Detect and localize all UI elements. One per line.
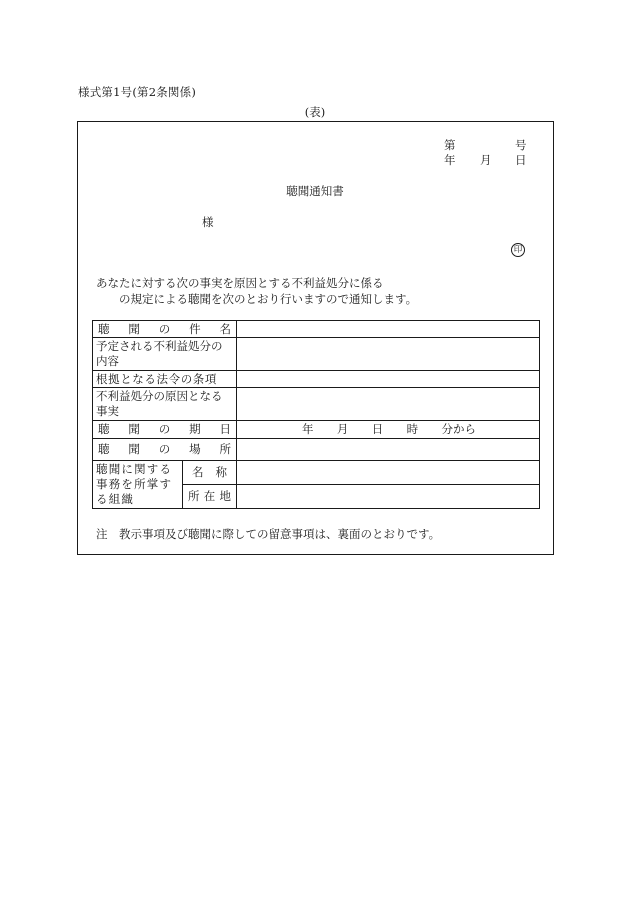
label-char: 期 — [189, 422, 201, 436]
legal-basis-label: 根拠となる法令の条項 — [93, 371, 237, 388]
label-char: 名 — [219, 321, 231, 336]
hearing-place-value — [237, 439, 540, 461]
table-row — [93, 421, 540, 439]
date-unit-day: 日 — [371, 422, 384, 436]
disposition-value — [237, 338, 540, 371]
date-unit-month: 月 — [336, 422, 349, 436]
table-row — [93, 338, 540, 371]
label-char: 件 — [189, 321, 201, 336]
label-char: の — [158, 321, 171, 336]
date-month: 月 — [480, 153, 492, 167]
subject-value — [237, 321, 540, 338]
label-char: 聴 — [98, 321, 110, 336]
label-char: 聞 — [128, 442, 140, 456]
hearing-date-value — [237, 421, 540, 439]
label-char: 所 — [219, 442, 231, 456]
label-char: 日 — [219, 422, 231, 436]
date-year: 年 — [444, 153, 456, 167]
label-char: 名 — [192, 465, 204, 479]
date-unit-minute: 分から — [441, 422, 476, 436]
footnote: 注 教示事項及び聴聞に際しての留意事項は、裏面のとおりです。 — [96, 527, 441, 541]
label-char: 在 — [203, 489, 216, 503]
label-char: 聴 — [98, 422, 110, 436]
date-unit-hour: 時 — [406, 422, 419, 436]
org-address-label — [183, 485, 237, 509]
form-number: 様式第1号(第2条関係) — [78, 85, 197, 99]
table-row — [93, 371, 540, 388]
table-row — [93, 388, 540, 421]
hearing-place-label — [93, 439, 237, 461]
legal-basis-value — [237, 371, 540, 388]
page-title: 聴聞通知書 — [286, 184, 344, 198]
addressee-suffix: 様 — [202, 215, 214, 229]
date-unit-year: 年 — [302, 422, 314, 436]
body-line-2: の規定による聴聞を次のとおり行いますので通知します。 — [119, 292, 418, 306]
label-char: 称 — [215, 465, 227, 479]
hearing-details-table — [92, 320, 540, 509]
label-char: 聞 — [128, 321, 140, 336]
label-char: 場 — [189, 442, 201, 456]
org-address-value — [237, 485, 540, 509]
side-label: (表) — [304, 105, 326, 119]
organization-label: 聴聞に関する事務を所掌する組織 — [93, 461, 183, 509]
cause-fact-value — [237, 388, 540, 421]
table-row — [93, 321, 540, 338]
date-day: 日 — [515, 153, 527, 167]
cause-fact-label: 不利益処分の原因となる事実 — [93, 388, 237, 421]
org-name-value — [237, 461, 540, 485]
seal-mark: 印 — [511, 243, 525, 257]
label-char: の — [158, 422, 171, 436]
table-row — [93, 461, 540, 485]
label-char: 聴 — [98, 442, 110, 456]
label-char: 地 — [219, 489, 231, 503]
number-suffix: 号 — [515, 138, 527, 152]
label-char: 聞 — [128, 422, 140, 436]
org-name-label — [183, 461, 237, 485]
table-row — [93, 439, 540, 461]
hearing-date-label — [93, 421, 237, 439]
label-char: 所 — [188, 489, 200, 503]
number-prefix: 第 — [444, 138, 456, 152]
body-line-1: あなたに対する次の事実を原因とする不利益処分に係る — [96, 276, 384, 290]
label-char: の — [158, 442, 171, 456]
subject-label — [93, 321, 237, 338]
disposition-label: 予定される不利益処分の内容 — [93, 338, 237, 371]
